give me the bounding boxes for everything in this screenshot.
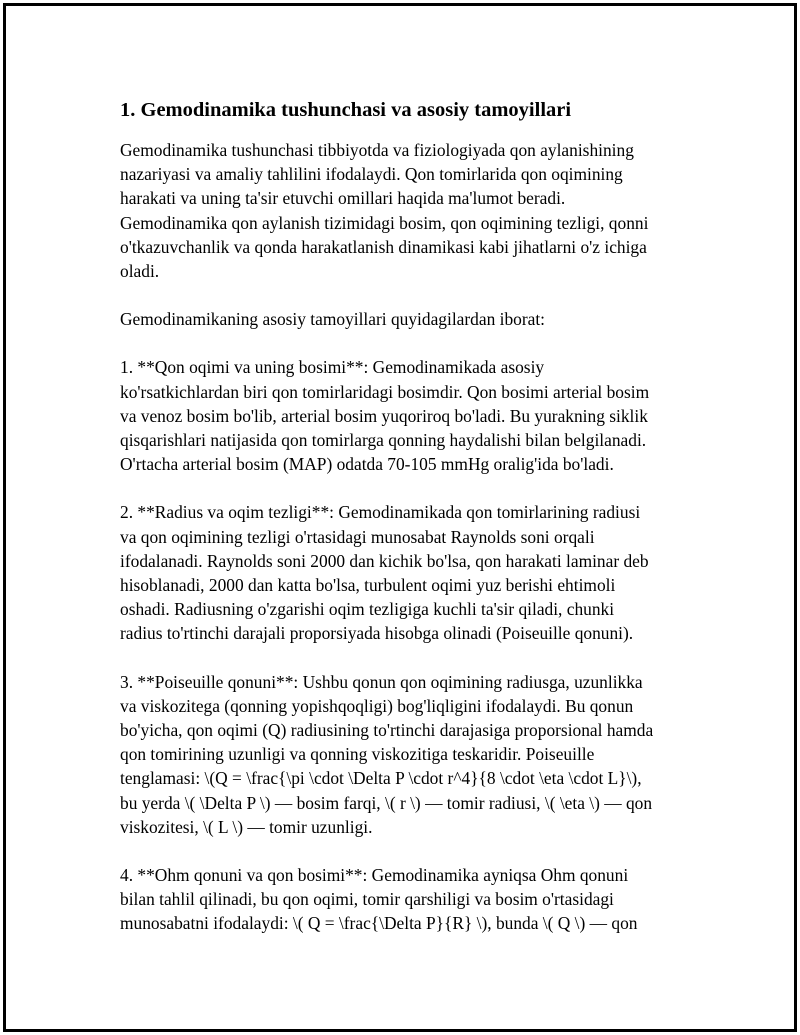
paragraph: [120, 670, 690, 839]
paragraph-line: Gemodinamika qon aylanish tizimidagi bosim, qon oqimining tezligi, qonni: [120, 212, 649, 233]
paragraph-line: va viskozitega (qonning yopishqoqligi) bog'liqligini ifodalaydi. Bu qonun: [120, 695, 634, 716]
paragraph: [120, 355, 690, 476]
document-content: [120, 96, 690, 960]
paragraph-line: Gemodinamika tushunchasi tibbiyotda va fiziologiyada qon aylanishining: [120, 140, 634, 160]
paragraph: [120, 138, 690, 283]
paragraph-line: ko'rsatkichlardan biri qon tomirlaridagi bosimdir. Qon bosimi arterial bosim: [120, 381, 650, 402]
paragraph-line: va qon oqimining tezligi o'rtasidagi munosabat Raynolds soni orqali: [120, 526, 595, 547]
paragraph-line: bo'yicha, qon oqimi (Q) radiusining to'rtinchi darajasiga proporsional hamda: [120, 720, 654, 741]
paragraph: [120, 500, 690, 645]
paragraph-line: hisoblanadi, 2000 dan katta bo'lsa, turbulent oqimi yuz berishi ehtimoli: [120, 575, 616, 596]
paragraph-line: va venoz bosim bo'lib, arterial bosim yuqoriroq bo'ladi. Bu yurakning siklik: [120, 405, 648, 426]
paragraph-line: bilan tahlil qilinadi, bu qon oqimi, tomir qarshiligi va bosim o'rtasidagi: [120, 889, 614, 910]
paragraph-list: [120, 138, 690, 936]
paragraph-line: O'rtacha arterial bosim (MAP) odatda 70-105 mmHg oralig'ida bo'ladi.: [120, 454, 614, 475]
paragraph-line: radius to'rtinchi darajali proporsiyada hisobga olinadi (Poiseuille qonuni).: [120, 623, 634, 644]
paragraph: [120, 307, 690, 331]
paragraph: [120, 863, 690, 936]
paragraph-line: viskozitesi, \( L \) — tomir uzunligi.: [120, 816, 373, 837]
paragraph-line: qon tomirining uzunligi va qonning viskozitiga teskaridir. Poiseuille: [120, 744, 595, 765]
paragraph-line: qisqarishlari natijasida qon tomirlarga qonning haydalishi bilan belgilanadi.: [120, 430, 647, 451]
paragraph-line: 2. **Radius va oqim tezligi**: Gemodinamikada qon tomirlarining radiusi: [120, 502, 641, 523]
paragraph-line: oladi.: [120, 261, 160, 282]
paragraph-line: oshadi. Radiusning o'zgarishi oqim tezligiga kuchli ta'sir qiladi, chunki: [120, 599, 615, 620]
paragraph-line: 4. **Ohm qonuni va qon bosimi**: Gemodinamika ayniqsa Ohm qonuni: [120, 865, 629, 886]
paragraph-line: o'tkazuvchanlik va qonda harakatlanish dinamikasi kabi jihatlarni o'z ichiga: [120, 236, 647, 257]
paragraph-line: ifodalanadi. Raynolds soni 2000 dan kichik bo'lsa, qon harakati laminar deb: [120, 550, 649, 571]
section-heading: 1. Gemodinamika tushunchasi va asosiy tamoyillari: [120, 99, 572, 121]
paragraph-line: 3. **Poiseuille qonuni**: Ushbu qonun qon oqimining radiusga, uzunlikka: [120, 671, 643, 692]
paragraph-line: tenglamasi: \(Q = \frac{\pi \cdot \Delta P \cdot r^4}{8 \cdot \eta \cdot L}\),: [120, 768, 642, 789]
paragraph-line: Gemodinamikaning asosiy tamoyillari quyidagilardan iborat:: [120, 309, 546, 330]
paragraph-line: 1. **Qon oqimi va uning bosimi**: Gemodinamikada asosiy: [120, 357, 545, 378]
paragraph-line: bu yerda \( \Delta P \) — bosim farqi, \( r \) — tomir radiusi, \( \eta \) — qon: [120, 792, 653, 813]
paragraph-line: harakati va uning ta'sir etuvchi omillari haqida ma'lumot beradi.: [120, 188, 566, 209]
paragraph-line: nazariyasi va amaliy tahlilini ifodalaydi. Qon tomirlarida qon oqimining: [120, 164, 623, 185]
page-frame: [3, 3, 797, 1032]
paragraph-line: munosabatni ifodalaydi: \( Q = \frac{\Delta P}{R} \), bunda \( Q \) — qon: [120, 913, 638, 934]
